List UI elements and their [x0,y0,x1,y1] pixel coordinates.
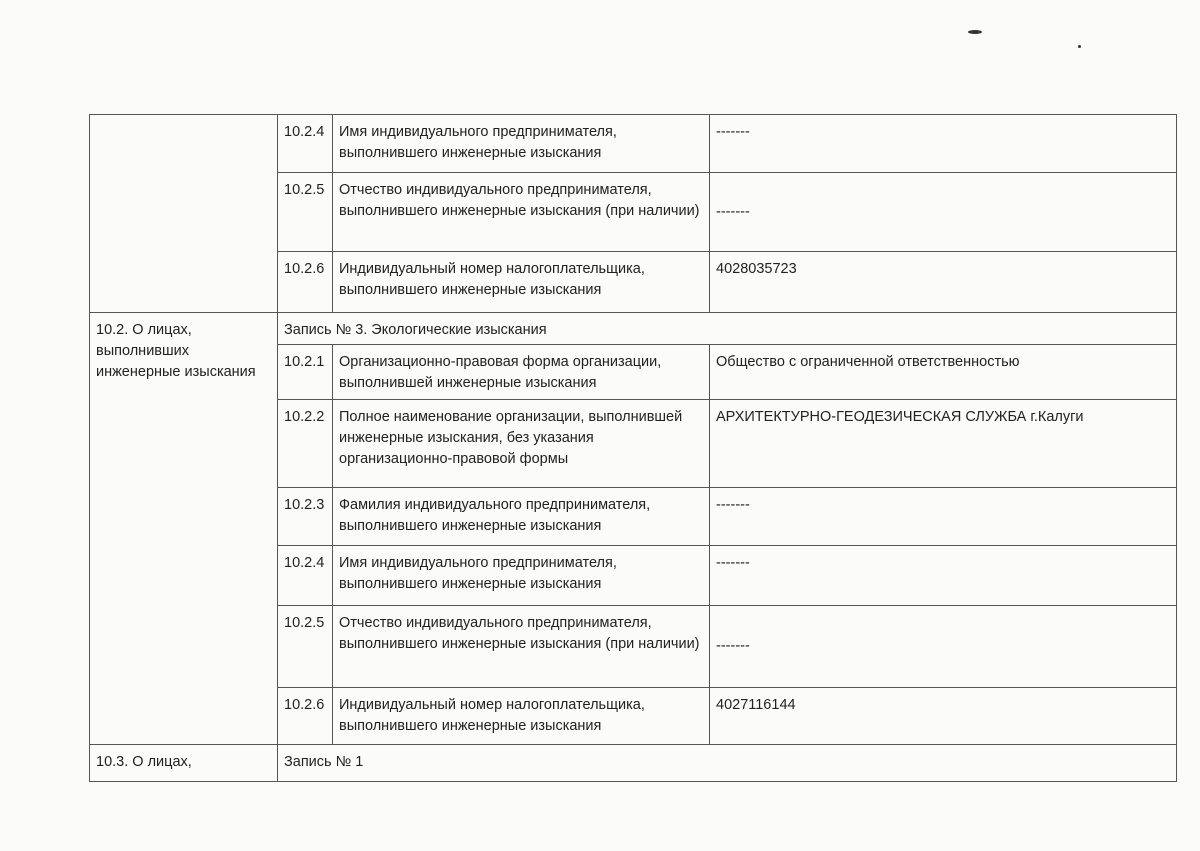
row-label-text: Отчество индивидуального предпринимателя, выполнившего инженерные изыскания (при наличии) [339,615,700,652]
row-label [332,687,710,745]
row-label-text: Организационно-правовая форма организации, выполнившей инженерные изыскания [339,354,662,391]
row-value-text: ------- [716,203,750,220]
record-header-text: Запись № 1 [284,754,364,770]
row-value-text: Общество с ограниченной ответственностью [716,354,1020,370]
row-number-text: 10.2.2 [284,409,325,425]
row-value [709,114,1177,173]
row-number-text: 10.2.5 [284,615,325,631]
row-label [332,487,710,546]
row-label-text: Полное наименование организации, выполнившей инженерные изыскания, без указания организационно-правовой формы [339,409,683,467]
row-value [709,545,1177,606]
row-value [709,344,1177,400]
row-number [277,172,333,252]
row-value [709,251,1177,313]
row-number-text: 10.2.1 [284,354,325,370]
row-value-text: ------- [716,497,750,513]
row-number-text: 10.2.6 [284,261,325,277]
row-label [332,114,710,173]
row-number-text: 10.2.4 [284,124,325,140]
row-value [709,399,1177,488]
section-title-text: 10.2. О лицах, выполнивших инженерные изыскания [96,322,256,380]
section-title-text: 10.3. О лицах, [96,754,192,770]
row-number [277,545,333,606]
record-header [277,744,1177,782]
row-value [709,487,1177,546]
row-number [277,251,333,313]
row-label-text: Индивидуальный номер налогоплательщика, выполнившего инженерные изыскания [339,261,645,298]
row-label-text: Фамилия индивидуального предпринимателя, выполнившего инженерные изыскания [339,497,651,534]
row-number [277,344,333,400]
section-title [89,744,278,782]
row-number [277,114,333,173]
section-title [89,312,278,745]
scan-speck [968,30,982,34]
row-value-text: 4027116144 [716,697,796,713]
row-number-text: 10.2.4 [284,555,325,571]
row-label [332,344,710,400]
row-label-text: Имя индивидуального предпринимателя, выполнившего инженерные изыскания [339,555,617,592]
row-value [709,687,1177,745]
row-value-text: ------- [716,124,750,140]
row-value-text: 4028035723 [716,261,797,277]
row-number [277,399,333,488]
row-label [332,545,710,606]
row-number-text: 10.2.5 [284,182,325,198]
row-label [332,172,710,252]
row-value-text: ------- [716,638,750,654]
row-label [332,251,710,313]
row-label [332,399,710,488]
row-label [332,605,710,688]
row-value [709,172,1177,252]
row-value-text: АРХИТЕКТУРНО-ГЕОДЕЗИЧЕСКАЯ СЛУЖБА г.Калуги [716,409,1084,425]
row-number [277,687,333,745]
row-label-text: Отчество индивидуального предпринимателя, выполнившего инженерные изыскания (при наличии) [339,182,700,219]
row-label-text: Имя индивидуального предпринимателя, выполнившего инженерные изыскания [339,124,617,161]
record-header-text: Запись № 3. Экологические изыскания [284,322,547,338]
record-header [277,312,1177,345]
row-value [709,605,1177,688]
row-number [277,605,333,688]
row-number [277,487,333,546]
scan-speck [1078,45,1081,48]
row-value-text: ------- [716,555,750,571]
section-label-cell [89,114,278,313]
row-label-text: Индивидуальный номер налогоплательщика, выполнившего инженерные изыскания [339,697,645,734]
row-number-text: 10.2.3 [284,497,325,513]
row-number-text: 10.2.6 [284,697,325,713]
